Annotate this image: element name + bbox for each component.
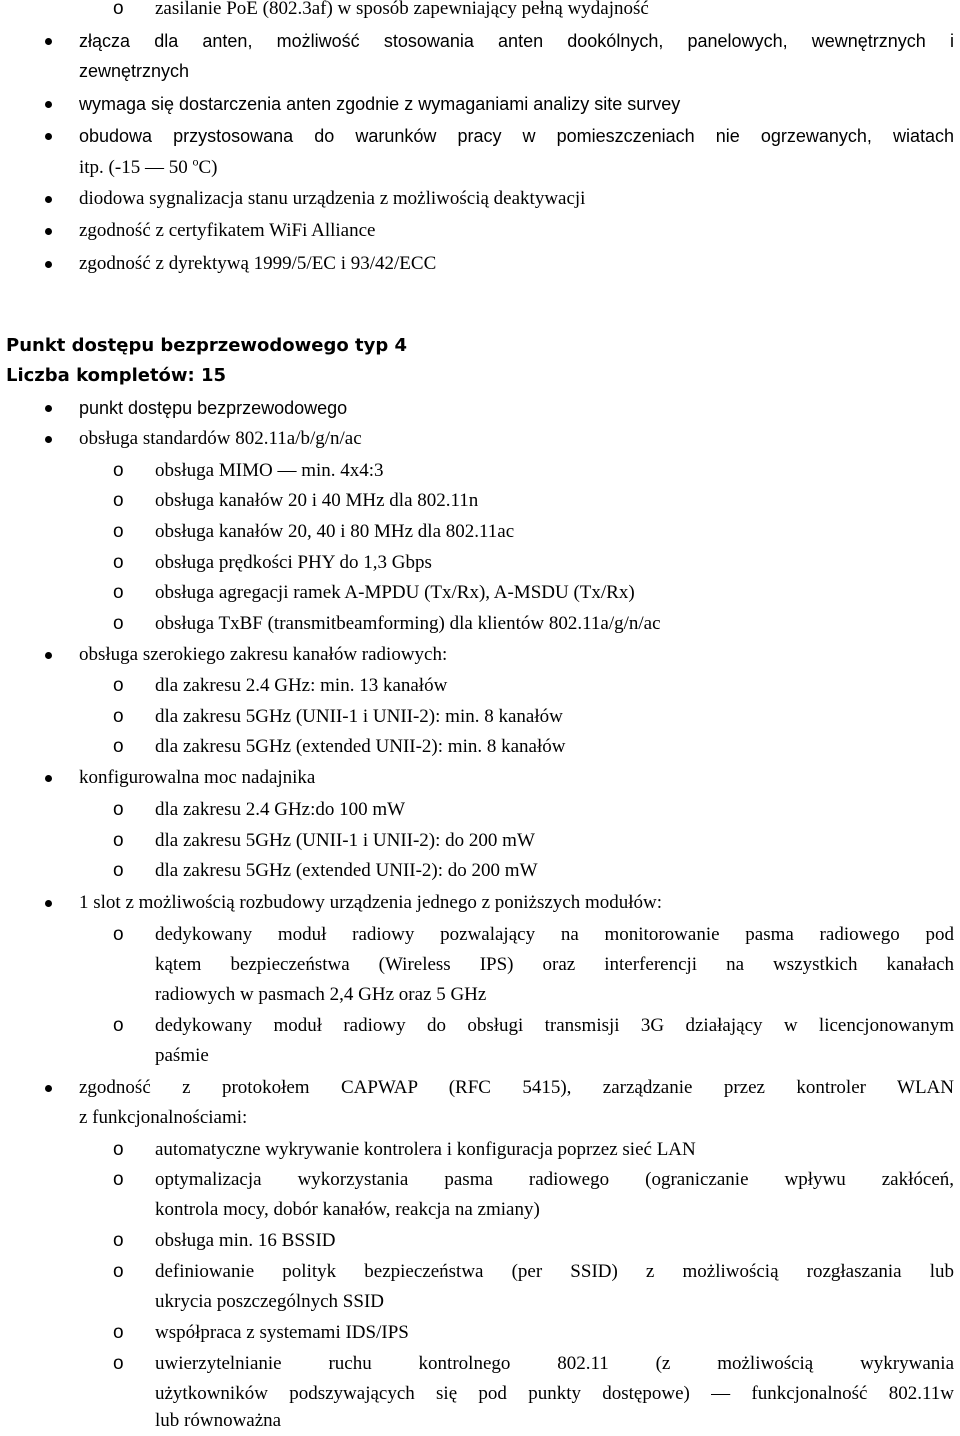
item-text: złącza dla anten, możliwość stosowania anten dookólnych, panelowych, wewnętrznych i (79, 31, 954, 51)
bullet (45, 652, 52, 659)
sub-bullet: o (113, 736, 124, 757)
list-item (0, 1073, 960, 1103)
sub-bullet: o (113, 460, 124, 481)
item-text: z funkcjonalnościami: (79, 1107, 248, 1128)
sub-bullet: o (113, 490, 124, 511)
list-item (0, 249, 960, 279)
section-title: Punkt dostępu bezprzewodowego typ 4 (6, 335, 408, 356)
item-text: obsługa TxBF (transmitbeamforming) dla klientów 802.11a/g/n/ac (155, 613, 661, 634)
sub-bullet: o (113, 582, 124, 603)
bullet (45, 900, 52, 907)
sub-list-item (0, 1226, 960, 1256)
sub-bullet: o (113, 706, 124, 727)
bullet (45, 228, 52, 235)
list-item (0, 89, 960, 119)
sub-list-item (0, 1349, 960, 1379)
item-text: wymaga się dostarczenia anten zgodnie z wymaganiami analizy site survey (79, 94, 681, 114)
sub-bullet: o (113, 675, 124, 696)
sub-list-item (0, 486, 960, 516)
bullet (45, 1085, 52, 1092)
item-text: zewnętrznych (79, 61, 190, 81)
sub-bullet: o (113, 1353, 124, 1374)
sub-bullet: o (113, 1015, 124, 1036)
item-text: punkt dostępu bezprzewodowego (79, 398, 348, 418)
sub-bullet: o (113, 552, 124, 573)
sub-bullet: o (113, 799, 124, 820)
list-item (0, 121, 960, 151)
bullet (45, 261, 52, 268)
sub-bullet: o (113, 0, 124, 19)
list-item-continuation (0, 56, 960, 86)
item-text: dla zakresu 2.4 GHz:do 100 mW (155, 799, 406, 820)
item-text: 1 slot z możliwością rozbudowy urządzenia jednego z poniższych modułów: (79, 892, 663, 913)
item-text: kątem bezpieczeństwa (Wireless IPS) oraz interferencji na wszystkich kanałach (155, 954, 954, 975)
sub-list-item (0, 856, 960, 886)
sub-list-item (0, 732, 960, 762)
sub-bullet: o (113, 1261, 124, 1282)
item-text: dedykowany moduł radiowy do obsługi transmisji 3G działający w licencjonowanym (155, 1015, 954, 1036)
list-item (0, 393, 960, 423)
list-item-continuation (0, 153, 960, 183)
item-text: uwierzytelnianie ruchu kontrolnego 802.11 (z możliwością wykrywania (155, 1353, 954, 1374)
sub-bullet: o (113, 830, 124, 851)
item-text: definiowanie polityk bezpieczeństwa (per SSID) z możliwością rozgłaszania lub (155, 1261, 954, 1282)
item-text: użytkowników podszywających się pod punkty dostępowe) — funkcjonalność 802.11w (155, 1383, 954, 1404)
item-text: zgodność z protokołem CAPWAP (RFC 5415), zarządzanie przez kontroler WLAN (79, 1077, 954, 1098)
list-item (0, 888, 960, 918)
sub-bullet: o (113, 860, 124, 881)
list-item (0, 424, 960, 454)
item-text: radiowych w pasmach 2,4 GHz oraz 5 GHz (155, 984, 487, 1005)
list-item (0, 640, 960, 670)
sub-list-item (0, 920, 960, 950)
sub-list-item-continuation (0, 1287, 960, 1317)
item-text: ukrycia poszczególnych SSID (155, 1291, 384, 1312)
sub-list-item-continuation (0, 1041, 960, 1071)
sub-list-item-continuation (0, 1379, 960, 1409)
item-text: dla zakresu 5GHz (UNII-1 i UNII-2): do 200 mW (155, 830, 535, 851)
list-item (0, 763, 960, 793)
item-text: obsługa agregacji ramek A-MPDU (Tx/Rx), A-MSDU (Tx/Rx) (155, 582, 635, 603)
bullet (45, 436, 52, 443)
item-text: paśmie (155, 1045, 209, 1066)
sub-list-item (0, 456, 960, 486)
section-count (0, 361, 960, 391)
sub-list-item (0, 609, 960, 639)
item-text: dla zakresu 5GHz (UNII-1 i UNII-2): min. 8 kanałów (155, 706, 563, 727)
sub-list-item (0, 702, 960, 732)
list-item (0, 184, 960, 214)
sub-bullet: o (113, 1322, 124, 1343)
item-text: itp. (-15 — 50 $^o$C) (79, 154, 218, 178)
sub-list-item (0, 795, 960, 825)
sub-bullet: o (113, 613, 124, 634)
list-item (0, 216, 960, 246)
item-text: obsługa prędkości PHY do 1,3 Gbps (155, 552, 432, 573)
list-item-continuation (0, 1103, 960, 1133)
item-text: obsługa min. 16 BSSID (155, 1230, 336, 1251)
sub-list-item-continuation (0, 1195, 960, 1225)
item-text: zgodność z certyfikatem WiFi Alliance (79, 220, 376, 241)
item-text: dedykowany moduł radiowy pozwalający na monitorowanie pasma radiowego pod (155, 924, 954, 945)
bullet (45, 38, 52, 45)
sub-list-item-continuation (0, 1406, 960, 1436)
item-text: automatyczne wykrywanie kontrolera i konfiguracja poprzez sieć LAN (155, 1139, 696, 1160)
item-text: optymalizacja wykorzystania pasma radiowego (ograniczanie wpływu zakłóceń, (155, 1169, 954, 1190)
sub-list-item (0, 1011, 960, 1041)
list-item (0, 0, 960, 24)
sub-list-item (0, 1165, 960, 1195)
sub-list-item (0, 548, 960, 578)
sub-bullet: o (113, 521, 124, 542)
sub-bullet: o (113, 1230, 124, 1251)
item-text: lub równoważna (155, 1410, 282, 1431)
kit-count: Liczba kompletów: 15 (6, 365, 227, 386)
sub-list-item (0, 826, 960, 856)
item-text: obsługa standardów 802.11a/b/g/n/ac (79, 428, 362, 449)
sub-list-item (0, 1318, 960, 1348)
sub-list-item (0, 671, 960, 701)
item-text: obsługa kanałów 20, 40 i 80 MHz dla 802.11ac (155, 521, 515, 542)
sub-list-item (0, 517, 960, 547)
item-text: obudowa przystosowana do warunków pracy w pomieszczeniach nie ogrzewanych, wiatach (79, 126, 954, 146)
item-text: kontrola mocy, dobór kanałów, reakcja na zmiany) (155, 1199, 540, 1220)
bullet (45, 101, 52, 108)
item-text: obsługa MIMO — min. 4x4:3 (155, 460, 384, 481)
item-text: konfigurowalna moc nadajnika (79, 767, 316, 788)
sub-bullet: o (113, 1139, 124, 1160)
sub-list-item (0, 578, 960, 608)
bullet (45, 405, 52, 412)
item-text: dla zakresu 5GHz (extended UNII-2): min. 8 kanałów (155, 736, 566, 757)
item-text: zasilanie PoE (802.3af) w sposób zapewniający pełną wydajność (155, 0, 649, 19)
item-text: obsługa kanałów 20 i 40 MHz dla 802.11n (155, 490, 479, 511)
item-text: dla zakresu 2.4 GHz: min. 13 kanałów (155, 675, 448, 696)
item-text: dla zakresu 5GHz (extended UNII-2): do 200 mW (155, 860, 538, 881)
bullet (45, 133, 52, 140)
item-text: obsługa szerokiego zakresu kanałów radiowych: (79, 644, 448, 665)
sub-list-item-continuation (0, 980, 960, 1010)
item-text: zgodność z dyrektywą 1999/5/EC i 93/42/ECC (79, 253, 437, 274)
sub-bullet: o (113, 924, 124, 945)
item-text: współpraca z systemami IDS/IPS (155, 1322, 409, 1343)
bullet (45, 775, 52, 782)
list-item (0, 26, 960, 56)
item-text: diodowa sygnalizacja stanu urządzenia z możliwością deaktywacji (79, 188, 586, 209)
sub-bullet: o (113, 1169, 124, 1190)
sub-list-item (0, 1135, 960, 1165)
sub-list-item (0, 1257, 960, 1287)
section-heading (0, 331, 960, 361)
bullet (45, 196, 52, 203)
sub-list-item-continuation (0, 950, 960, 980)
